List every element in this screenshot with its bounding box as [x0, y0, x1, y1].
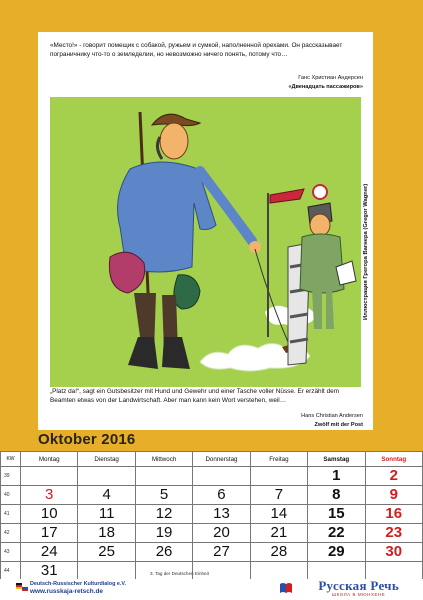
month-title: Oktober 2016 — [38, 431, 136, 448]
weekday-header: Donnerstag — [193, 452, 250, 467]
weekday-header-saturday: Samstag — [308, 452, 365, 467]
day-cell: 4 — [78, 486, 135, 505]
day-cell — [78, 467, 135, 486]
day-cell: 5 — [135, 486, 192, 505]
week-number: 41 — [1, 505, 21, 524]
day-cell: 20 — [193, 524, 250, 543]
author-german: Hans Christian Andersen — [301, 413, 363, 419]
day-cell: 27 — [193, 543, 250, 562]
school-brand — [318, 579, 399, 598]
weekday-header: Dienstag — [78, 452, 135, 467]
day-cell — [250, 562, 307, 581]
day-cell: 25 — [78, 543, 135, 562]
calendar-week-row — [1, 543, 423, 562]
day-cell: 17 — [21, 524, 78, 543]
day-cell: 7 — [250, 486, 307, 505]
organization-info — [30, 581, 126, 595]
day-cell: 21 — [250, 524, 307, 543]
calendar-header-row — [1, 452, 423, 467]
day-cell-saturday: 1 — [308, 467, 365, 486]
calendar-week-row — [1, 486, 423, 505]
weekday-header-sunday: Sonntag — [365, 452, 422, 467]
day-cell-saturday: 8 — [308, 486, 365, 505]
day-cell: 14 — [250, 505, 307, 524]
day-cell — [193, 467, 250, 486]
week-number: 43 — [1, 543, 21, 562]
week-number: 40 — [1, 486, 21, 505]
illustration-credit-name: (Gregor Wagner) — [363, 183, 369, 230]
calendar-week-row — [1, 467, 423, 486]
calendar-week-row — [1, 505, 423, 524]
calendar-week-row — [1, 524, 423, 543]
attribution-german — [301, 412, 363, 430]
school-brand-subtitle: ШКОЛА В МЮНХЕНЕ — [332, 592, 386, 597]
weekday-header: Freitag — [250, 452, 307, 467]
calendar-table — [0, 451, 423, 581]
kw-header: KW — [1, 452, 21, 467]
day-cell: 28 — [250, 543, 307, 562]
holiday-note: 3. Tag der Deutschen Einheit — [150, 571, 209, 576]
day-cell — [21, 467, 78, 486]
illustration — [50, 97, 361, 387]
day-cell-saturday: 29 — [308, 543, 365, 562]
day-cell-holiday: 3 — [21, 486, 78, 505]
day-cell: 26 — [135, 543, 192, 562]
day-cell: 12 — [135, 505, 192, 524]
day-cell: 13 — [193, 505, 250, 524]
book-title-german: Zwölf mit der Post — [314, 422, 363, 428]
day-cell — [250, 467, 307, 486]
day-cell: 31 — [21, 562, 78, 581]
day-cell-sunday: 30 — [365, 543, 422, 562]
book-icon — [279, 581, 293, 595]
attribution-russian — [288, 74, 363, 92]
quote-german: „Platz da!“, sagt ein Gutsbesitzer mit Hund und Gewehr und einer Tasche voller Nüsse. Er erzählt dem Beamten etwas von der Landwirtschaft. Aber man kann kein Wort verstehen, weil… — [50, 388, 340, 404]
author-russian: Ганс Христиан Андерсен — [298, 75, 363, 81]
week-number: 39 — [1, 467, 21, 486]
quote-russian: «Место!» - говорит помещик с собакой, ружьем и сумкой, наполненной орехами. Он рассказывает пограничнику что-то о земледелии, но невозможно ничего понять, потому что… — [50, 42, 343, 58]
day-cell: 19 — [135, 524, 192, 543]
illustration-credit — [360, 180, 372, 320]
organization-name: Deutsch-Russischer Kulturdialog e.V. — [30, 581, 126, 587]
day-cell-saturday: 22 — [308, 524, 365, 543]
day-cell: 10 — [21, 505, 78, 524]
day-cell-sunday: 16 — [365, 505, 422, 524]
weekday-header: Mittwoch — [135, 452, 192, 467]
day-cell — [78, 562, 135, 581]
day-cell: 11 — [78, 505, 135, 524]
flags-icon — [16, 582, 28, 594]
day-cell: 6 — [193, 486, 250, 505]
footer — [0, 579, 423, 600]
illustration-credit-label: Иллюстрация Грегора Вагнера — [363, 231, 369, 320]
day-cell: 24 — [21, 543, 78, 562]
day-cell — [135, 467, 192, 486]
school-brand-name: Русская Речь — [318, 578, 399, 593]
day-cell-sunday: 23 — [365, 524, 422, 543]
weekday-header: Montag — [21, 452, 78, 467]
calendar-page-card — [38, 32, 373, 430]
week-number: 44 — [1, 562, 21, 581]
day-cell-sunday: 2 — [365, 467, 422, 486]
day-cell: 18 — [78, 524, 135, 543]
week-number: 42 — [1, 524, 21, 543]
organization-url[interactable]: www.russkaja-retsch.de — [30, 588, 103, 595]
calendar-grid — [0, 451, 423, 579]
day-cell-saturday: 15 — [308, 505, 365, 524]
book-title-russian: «Двенадцать пассажиров» — [288, 84, 363, 90]
day-cell-sunday: 9 — [365, 486, 422, 505]
illustration-drawing — [50, 97, 361, 387]
